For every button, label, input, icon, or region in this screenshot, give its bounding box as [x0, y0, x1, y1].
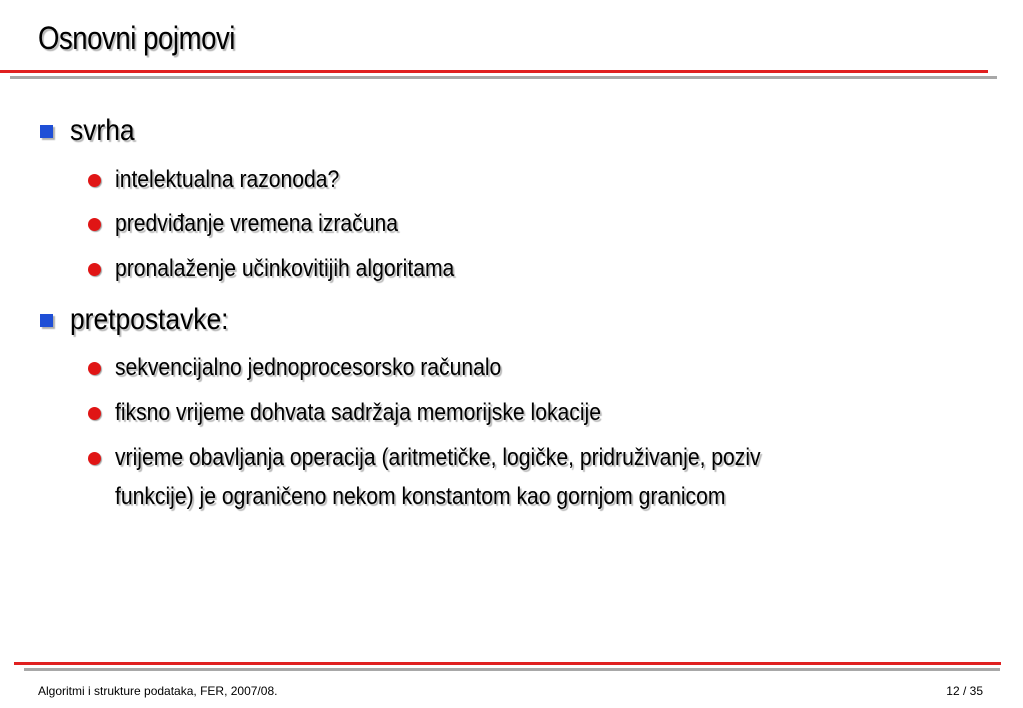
bullet-label: svrha: [70, 114, 135, 147]
sub-bullet-text: fiksno vrijeme dohvata sadržaja memorijske lokacije: [115, 399, 601, 426]
sub-bullet-text: vrijeme obavljanja operacija (aritmetičke, logičke, pridruživanje, poziv: [115, 444, 761, 471]
round-bullet-icon: [88, 452, 101, 465]
footer-course: Algoritmi i strukture podataka, FER, 2007/08.: [38, 684, 278, 698]
sub-bullet-text: sekvencijalno jednoprocesorsko računalo: [115, 354, 502, 381]
square-bullet-icon: [40, 125, 53, 138]
footer-rule-red: [14, 662, 1001, 665]
sub-bullet-text: funkcije) je ograničeno nekom konstantom kao gornjom granicom: [115, 483, 726, 510]
round-bullet-icon: [88, 407, 101, 420]
round-bullet-icon: [88, 174, 101, 187]
footer-page-number: 12 / 35: [946, 684, 983, 698]
footer-rule-gray: [24, 668, 1000, 671]
round-bullet-icon: [88, 218, 101, 231]
round-bullet-icon: [88, 362, 101, 375]
bullet-label: pretpostavke:: [70, 303, 229, 336]
square-bullet-icon: [40, 314, 53, 327]
sub-bullet-text: predviđanje vremena izračuna: [115, 210, 398, 237]
slide-title: Osnovni pojmovi: [38, 20, 235, 56]
sub-bullet-text: pronalaženje učinkovitijih algoritama: [115, 255, 455, 282]
sub-bullet-text: intelektualna razonoda?: [115, 166, 340, 193]
round-bullet-icon: [88, 263, 101, 276]
